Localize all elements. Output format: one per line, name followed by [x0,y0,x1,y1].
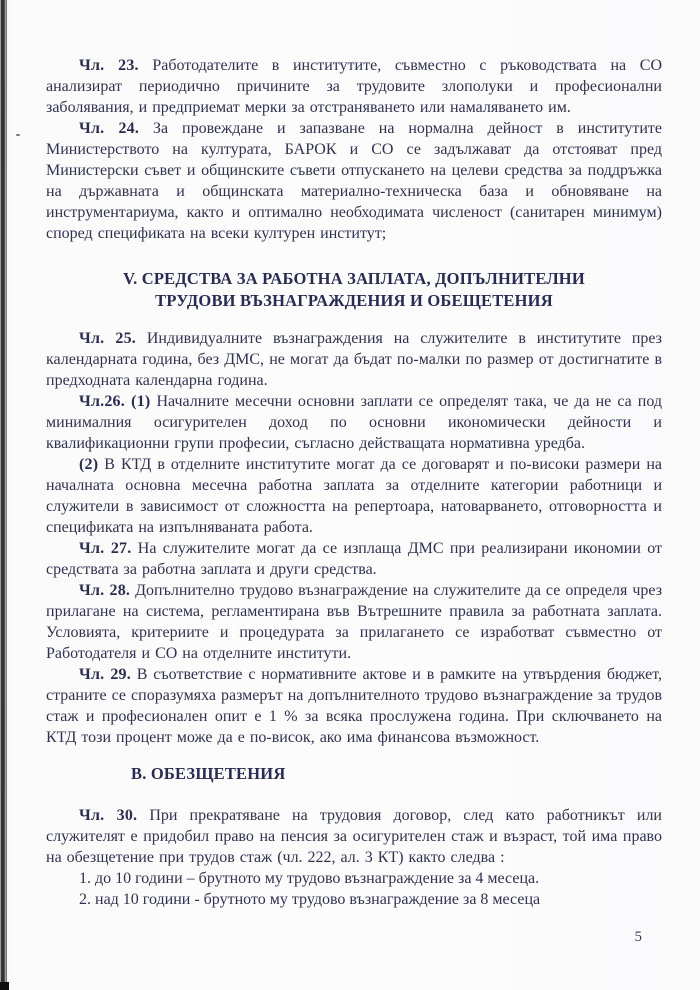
paragraph-article-27 [46,538,662,580]
article-26-2-text: В КТД в отделните институтите могат да се договарят и по-високи размери на началната основна месечна работна заплата за отделните категории работници и служители в зависимост от сложността на репертоара, натоварването, отговорността и спецификата на изпълняваната работа. [46,456,662,536]
paragraph-article-26-2 [46,454,662,538]
scan-speckle [16,134,20,136]
article-30-text: При прекратяване на трудовия договор, след като работникът или служителят е придобил право на пенсия за осигурителен стаж и възраст, той има право на обезщетение при трудов стаж (чл. 222, ал. 3 КТ) както следва : [46,807,662,866]
paragraph-article-28 [46,580,662,664]
article-26-1-text: Началните месечни основни заплати се определят така, че да не са под минималния осигурителен доход по основни икономически дейности и квалификационни групи професии, съгласно действащата нормативна уредба. [46,393,663,452]
paragraph-article-26-1 [46,391,662,454]
section-v-heading: V. СРЕДСТВА ЗА РАБОТНА ЗАПЛАТА, ДОПЪЛНИТЕЛНИ ТРУДОВИ ВЪЗНАГРАЖДЕНИЯ И ОБЕЩЕТЕНИЯ [123,269,585,310]
article-28-text: Допълнително трудово възнаграждение на служителите да се определя чрез прилагане на система, регламентирана във Вътрешните правила за работната заплата. Условията, критериите и процедурата за прилагането се изработват съвместно от Работодателя и СО на отделните институти. [46,582,663,662]
article-30-number: Чл. 30. [79,807,138,824]
article-25-number: Чл. 25. [79,330,136,347]
article-29-text: В съответствие с нормативните актове и в рамките на утвърдения бюджет, страните се споразумяха размерът на допълнителното трудово възнаграждение за трудов стаж и професионален опит е 1 % за всяка прослужена година. При сключването на КТД този процент може да е по-висок, ако има финансова възможност. [46,666,662,746]
page-number: 5 [634,929,642,945]
article-24-text: За провеждане и запазване на нормална дейност в институтите Министерството на културата, БАРОК и СО се задължават да отстояват пред Министерски съвет и общинските съвети отпускането на целеви средства за поддръжка на държавната и общинската материално-техническа база и обновяване на инструментариума, както и оптимално необходимата численост (санитарен минимум) според спецификата на всеки културен институт; [46,120,662,242]
list-item-2: 2. над 10 години - брутното му трудово възнаграждение за 8 месеца [79,891,541,908]
article-23-number: Чл. 23. [79,57,139,74]
paragraph-article-25 [46,328,662,391]
article-27-number: Чл. 27. [79,540,132,557]
scan-corner-artifact [0,982,9,990]
article-27-text: На служителите могат да се изплаща ДМС при реализирани икономии от средствата за работна заплата и други средства. [46,540,662,578]
article-29-number: Чл. 29. [79,666,131,683]
paragraph-article-29 [46,664,662,748]
article-25-text: Индивидуалните възнаграждения на служителите в институтите през календарната година, без ДМС, не могат да бъдат по-малки по размер от достигнатите в предходната календарна година. [46,330,662,389]
paragraph-article-24 [46,118,662,244]
article-24-number: Чл. 24. [79,120,140,137]
article-23-text: Работодателите в институтите, съвместно с ръководствата на СО анализират периодично причините за трудовите злополуки и професионални заболявания, и предприемат мерки за отстраняването или намаляването им. [46,57,663,116]
paragraph-article-23 [46,55,662,118]
paragraph-article-30 [46,805,662,868]
document-body [46,55,662,910]
scan-edge-artifact [0,0,7,990]
list-item-1: 1. до 10 години – брутното му трудово възнаграждение за 4 месеца. [79,870,540,887]
article-26-2-number: (2) [79,456,99,473]
article-26-1-number: Чл.26. (1) [79,393,151,410]
section-b-heading: В. ОБЕЗЩЕТЕНИЯ [131,764,286,783]
article-28-number: Чл. 28. [79,582,131,599]
